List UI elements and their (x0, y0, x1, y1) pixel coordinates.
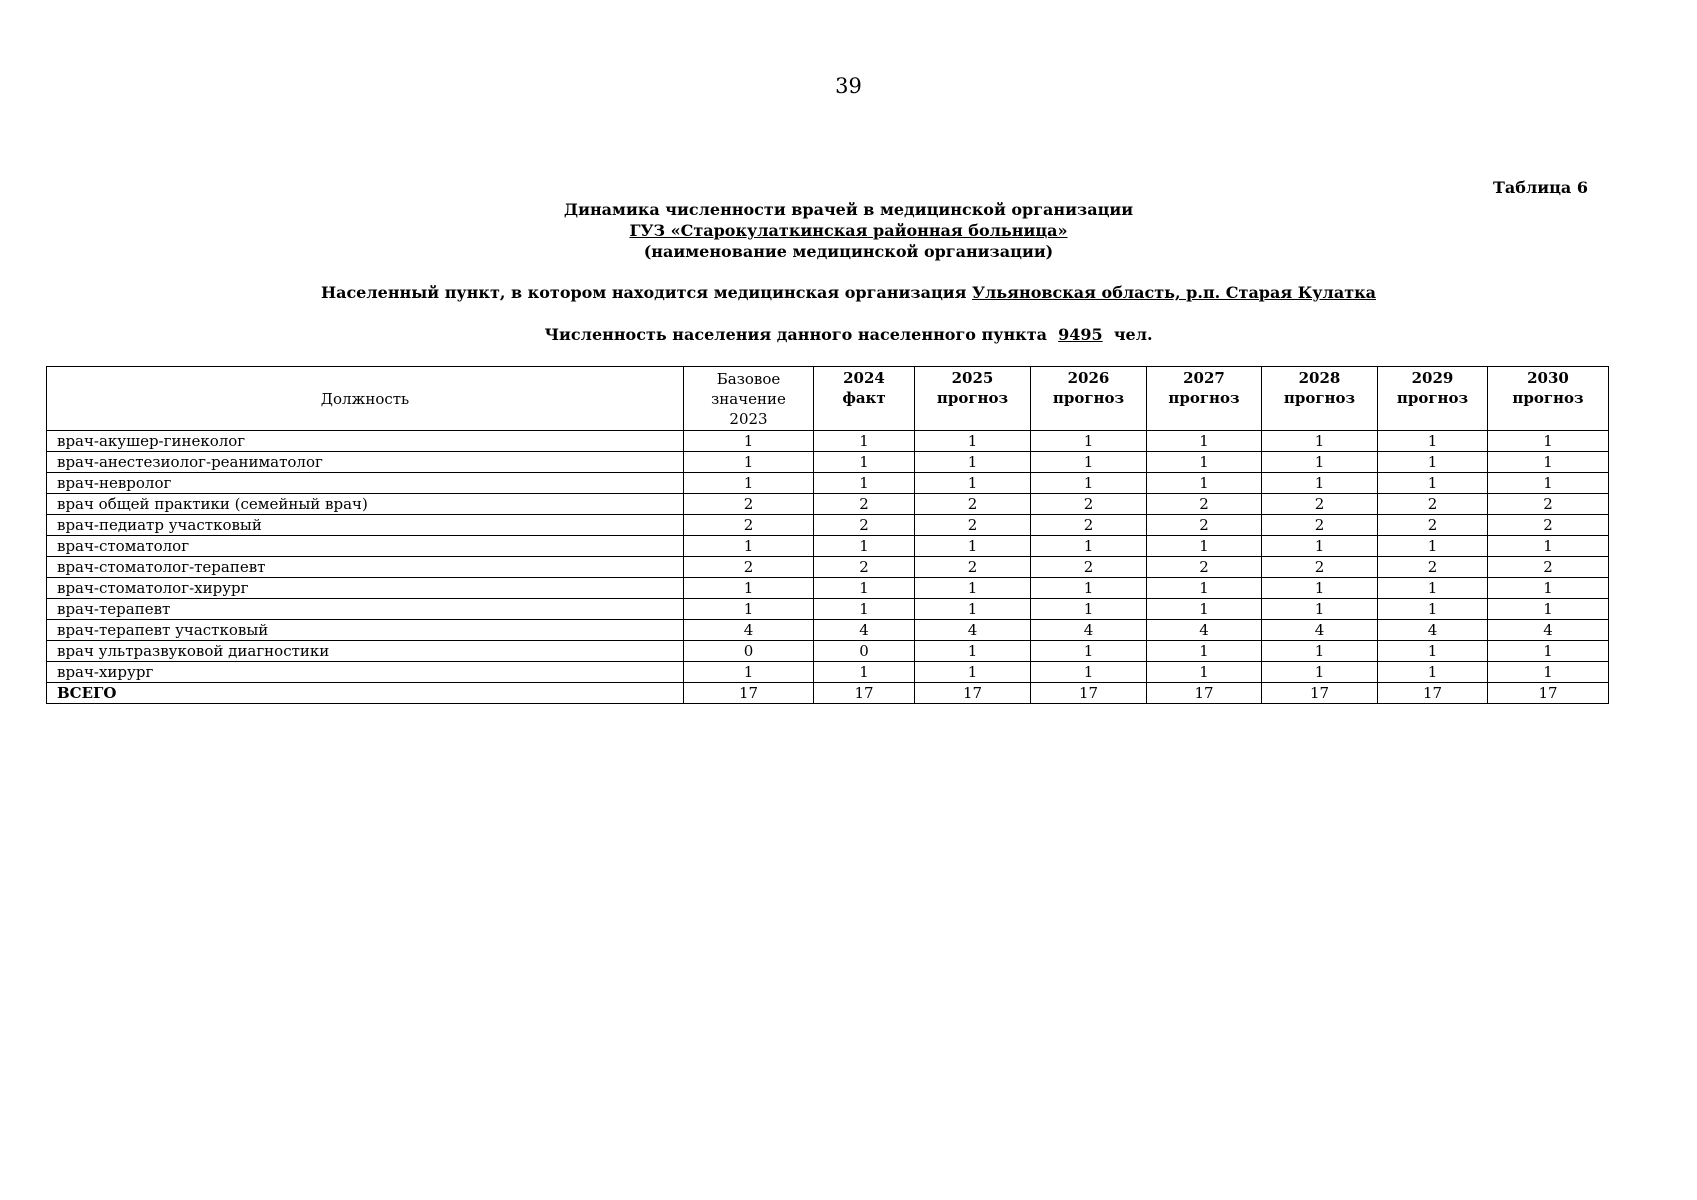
document-heading (0, 199, 1697, 262)
value-cell: 1 (684, 578, 814, 599)
value-cell: 4 (684, 620, 814, 641)
header-year-2028 (1262, 367, 1378, 431)
value-cell: 4 (915, 620, 1031, 641)
header-base (684, 367, 814, 431)
value-cell: 2 (915, 494, 1031, 515)
value-cell: 2 (1262, 557, 1378, 578)
value-cell: 4 (1488, 620, 1609, 641)
value-cell: 1 (1488, 473, 1609, 494)
value-cell: 2 (1262, 494, 1378, 515)
value-cell: 2 (814, 494, 915, 515)
value-cell: 2 (915, 515, 1031, 536)
value-cell: 1 (1378, 431, 1488, 452)
value-cell: 1 (1488, 641, 1609, 662)
value-cell: 1 (814, 452, 915, 473)
value-cell: 1 (1147, 578, 1262, 599)
value-cell: 1 (684, 599, 814, 620)
table-row (47, 473, 1609, 494)
value-cell: 1 (915, 662, 1031, 683)
value-cell: 1 (1378, 536, 1488, 557)
value-cell: 4 (814, 620, 915, 641)
value-cell: 17 (684, 683, 814, 704)
value-cell: 1 (684, 431, 814, 452)
locality-line (0, 283, 1697, 302)
value-cell: 2 (814, 515, 915, 536)
value-cell: 2 (1147, 557, 1262, 578)
value-cell: 17 (1031, 683, 1147, 704)
header-year: 2024 (843, 369, 885, 387)
table-row (47, 599, 1609, 620)
value-cell: 2 (1147, 515, 1262, 536)
header-kind: прогноз (1283, 389, 1356, 407)
header-kind: прогноз (936, 389, 1009, 407)
value-cell: 1 (1031, 641, 1147, 662)
header-position: Должность (47, 367, 684, 431)
position-cell: врач ультразвуковой диагностики (47, 641, 684, 662)
value-cell: 1 (1147, 641, 1262, 662)
table-body (47, 431, 1609, 704)
value-cell: 1 (1262, 452, 1378, 473)
value-cell: 17 (915, 683, 1031, 704)
value-cell: 1 (915, 599, 1031, 620)
table-row (47, 557, 1609, 578)
value-cell: 1 (1031, 578, 1147, 599)
value-cell: 1 (1031, 662, 1147, 683)
value-cell: 0 (684, 641, 814, 662)
population-value: 9495 (1058, 325, 1103, 344)
header-year-2029 (1378, 367, 1488, 431)
staff-table (46, 366, 1609, 704)
value-cell: 1 (1147, 473, 1262, 494)
value-cell: 1 (1488, 599, 1609, 620)
value-cell: 1 (1488, 662, 1609, 683)
header-year-2030 (1488, 367, 1609, 431)
header-year-2024 (814, 367, 915, 431)
header-kind: прогноз (1512, 389, 1584, 407)
value-cell: 1 (1262, 578, 1378, 599)
value-cell: 1 (814, 431, 915, 452)
position-cell: врач-акушер-гинеколог (47, 431, 684, 452)
header-base-line: значение (711, 389, 786, 408)
table-row (47, 494, 1609, 515)
table-row (47, 452, 1609, 473)
header-kind: прогноз (1168, 389, 1240, 407)
population-line (0, 325, 1697, 344)
table-row (47, 620, 1609, 641)
value-cell: 1 (1262, 599, 1378, 620)
value-cell: 2 (1488, 557, 1609, 578)
value-cell: 1 (915, 431, 1031, 452)
value-cell: 0 (814, 641, 915, 662)
value-cell: 1 (915, 641, 1031, 662)
header-year: 2027 (1183, 369, 1225, 387)
value-cell: 1 (814, 599, 915, 620)
value-cell: 1 (684, 473, 814, 494)
value-cell: 2 (1031, 494, 1147, 515)
header-year-2027 (1147, 367, 1262, 431)
value-cell: 2 (1488, 515, 1609, 536)
table-row (47, 515, 1609, 536)
position-cell: врач-педиатр участковый (47, 515, 684, 536)
value-cell: 1 (915, 578, 1031, 599)
header-year: 2026 (1067, 369, 1110, 387)
value-cell: 1 (1378, 641, 1488, 662)
value-cell: 1 (1378, 473, 1488, 494)
value-cell: 1 (814, 578, 915, 599)
heading-title: Динамика численности врачей в медицинской организации (563, 200, 1134, 219)
value-cell: 1 (814, 662, 915, 683)
position-cell: врач-невролог (47, 473, 684, 494)
value-cell: 1 (1488, 536, 1609, 557)
value-cell: 2 (684, 557, 814, 578)
value-cell: 4 (1262, 620, 1378, 641)
value-cell: 2 (684, 515, 814, 536)
value-cell: 17 (1147, 683, 1262, 704)
total-row (47, 683, 1609, 704)
value-cell: 1 (1378, 452, 1488, 473)
value-cell: 1 (1147, 452, 1262, 473)
value-cell: 2 (1378, 494, 1488, 515)
position-cell: ВСЕГО (47, 683, 684, 704)
value-cell: 1 (1147, 431, 1262, 452)
value-cell: 1 (1031, 452, 1147, 473)
value-cell: 1 (1262, 662, 1378, 683)
header-year: 2029 (1411, 369, 1454, 387)
value-cell: 2 (1488, 494, 1609, 515)
value-cell: 4 (1031, 620, 1147, 641)
header-base-line: Базовое (716, 369, 781, 388)
population-unit: чел. (1113, 325, 1153, 344)
table-label: Таблица 6 (1493, 178, 1588, 197)
table-row (47, 431, 1609, 452)
locality-value: Ульяновская область, р.п. Старая Кулатка (972, 283, 1377, 302)
header-kind: факт (842, 389, 886, 407)
value-cell: 1 (684, 662, 814, 683)
value-cell: 1 (1262, 473, 1378, 494)
header-base-line: 2023 (729, 409, 768, 428)
value-cell: 1 (1488, 431, 1609, 452)
value-cell: 4 (1378, 620, 1488, 641)
position-cell: врач-стоматолог-хирург (47, 578, 684, 599)
organization-name: ГУЗ «Старокулаткинская районная больница» (629, 221, 1068, 240)
position-cell: врач-терапевт участковый (47, 620, 684, 641)
value-cell: 1 (1378, 578, 1488, 599)
value-cell: 17 (1262, 683, 1378, 704)
value-cell: 1 (1147, 599, 1262, 620)
header-kind: прогноз (1396, 389, 1469, 407)
value-cell: 1 (915, 452, 1031, 473)
header-kind: прогноз (1052, 389, 1125, 407)
header-year-2026 (1031, 367, 1147, 431)
value-cell: 1 (1147, 662, 1262, 683)
table-row (47, 578, 1609, 599)
value-cell: 2 (915, 557, 1031, 578)
value-cell: 2 (1378, 515, 1488, 536)
value-cell: 1 (684, 452, 814, 473)
position-cell: врач-стоматолог (47, 536, 684, 557)
value-cell: 1 (1488, 452, 1609, 473)
value-cell: 2 (814, 557, 915, 578)
position-cell: врач-терапевт (47, 599, 684, 620)
page-number: 39 (835, 74, 862, 98)
value-cell: 17 (814, 683, 915, 704)
value-cell: 2 (1147, 494, 1262, 515)
position-cell: врач-стоматолог-терапевт (47, 557, 684, 578)
value-cell: 1 (1378, 662, 1488, 683)
header-year: 2030 (1527, 369, 1569, 387)
value-cell: 2 (684, 494, 814, 515)
value-cell: 1 (1262, 641, 1378, 662)
value-cell: 2 (1031, 515, 1147, 536)
table-row (47, 641, 1609, 662)
table-row (47, 662, 1609, 683)
value-cell: 4 (1147, 620, 1262, 641)
value-cell: 1 (1378, 599, 1488, 620)
value-cell: 1 (814, 473, 915, 494)
value-cell: 1 (1031, 599, 1147, 620)
value-cell: 1 (814, 536, 915, 557)
value-cell: 1 (915, 536, 1031, 557)
population-label: Численность населения данного населенного пункта (544, 325, 1047, 344)
locality-label: Населенный пункт, в котором находится медицинская организация (320, 283, 967, 302)
value-cell: 1 (1031, 431, 1147, 452)
value-cell: 17 (1378, 683, 1488, 704)
value-cell: 1 (915, 473, 1031, 494)
value-cell: 1 (1262, 431, 1378, 452)
value-cell: 2 (1378, 557, 1488, 578)
value-cell: 1 (1262, 536, 1378, 557)
position-cell: врач-анестезиолог-реаниматолог (47, 452, 684, 473)
value-cell: 1 (1488, 578, 1609, 599)
position-cell: врач-хирург (47, 662, 684, 683)
organization-caption: (наименование медицинской организации) (643, 242, 1054, 261)
header-year-2025 (915, 367, 1031, 431)
value-cell: 1 (1147, 536, 1262, 557)
value-cell: 1 (1031, 536, 1147, 557)
table-row (47, 536, 1609, 557)
position-cell: врач общей практики (семейный врач) (47, 494, 684, 515)
value-cell: 2 (1262, 515, 1378, 536)
value-cell: 1 (684, 536, 814, 557)
value-cell: 17 (1488, 683, 1609, 704)
value-cell: 2 (1031, 557, 1147, 578)
header-year: 2025 (951, 369, 994, 387)
header-year: 2028 (1298, 369, 1341, 387)
table-header-row (47, 367, 1609, 431)
value-cell: 1 (1031, 473, 1147, 494)
